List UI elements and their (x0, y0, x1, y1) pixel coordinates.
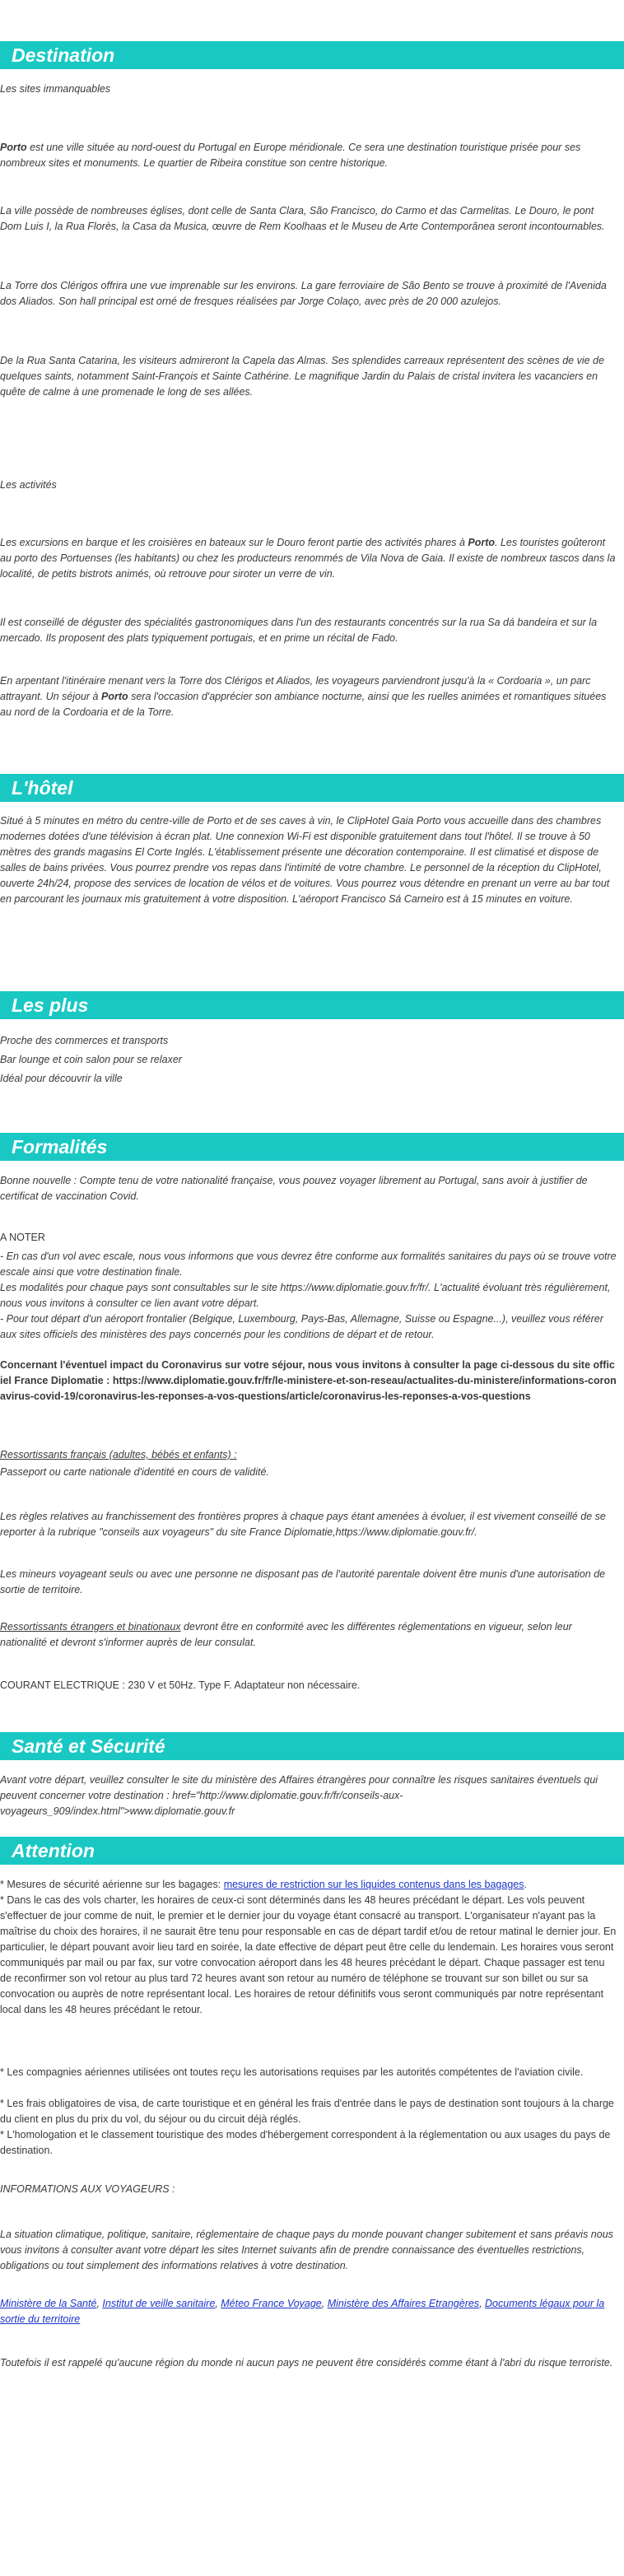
info-title: INFORMATIONS AUX VOYAGEURS : (0, 2183, 175, 2195)
link-veille-sanitaire[interactable]: Institut de veille sanitaire (102, 2298, 216, 2309)
city-name: Porto (100, 691, 128, 702)
french-nationals-title: Ressortissants français (adultes, bébés et enfants) : (0, 1449, 237, 1460)
attention-bullet-2: * Dans le cas des vols charter, les horaires de ceux-ci sont déterminés dans les 48 heures précédant le départ. Les vols peuvent s'effectuer de jour comme de nuit, le premier et le dernier jour du voyage étant consacré au transport. L'organisateur n'ayant pas la maîtrise du choix des horaires, il ne saurait être tenu pour responsable en cas de départ tardif et/ou de retour matinal le dernier jour. En particulier, le départ pouvant avoir lieu tard en soirée, la date effective de départ peut être celle du lendemain. Les horaires vous seront communiqués par mail ou par fax, sur votre convocation aéroport dans les 48 heures précédant le départ. Chaque passager est tenu de reconfirmer son vol retour au plus tard 72 heures avant son retour au numéro de téléphone se trouvant sur son billet ou sur sa convocation ou auprès de notre représentant local. Les horaires de retour définitifs vous seront communiqués par notre représentant local dans les 48 heures précédant le retour. (0, 1894, 617, 2015)
hotel-description: Situé à 5 minutes en métro du centre-ville de Porto et de ses caves à vin, le ClipHotel Gaia Porto vous accueille dans des chambres modernes dotées d'une télévision à écran plat. Une connexion Wi-Fi est disponible gratuitement dans tout l'hôtel. Il se trouve à 50 mètres des grands magasins El Corte Inglés. L'établissement présente une décoration contemporaine. Il est climatisé et dispose de salles de bains privées. Vous pourrez prendre vos repas dans l'intimité de votre chambre. Le personnel de la réception du ClipHotel, ouverte 24h/24, propose des services de location de vélos et de voitures. Vous pourrez vous détendre en prenant un verre au bar tout en parcourant les journaux mis gratuitement à votre disposition. L'aéroport Francisco Sá Carneiro est à 15 minutes en voiture. (0, 815, 610, 905)
city-name: Porto (0, 142, 27, 153)
attention-heading: Attention (12, 1840, 95, 1861)
plus-header (0, 991, 624, 1019)
destination-heading: Destination (12, 44, 115, 66)
destination-header (0, 41, 624, 69)
attention-bullet-3: * Les compagnies aériennes utilisées ont toutes reçu les autorisations requises par les autorités compétentes de l'aviation civile. (0, 2066, 584, 2078)
sante-heading: Santé et Sécurité (12, 1735, 165, 1757)
plus-item: Proche des commerces et transports (0, 1035, 169, 1046)
formalites-header (0, 1133, 624, 1161)
foreign-nationals-title: Ressortissants étrangers et binationaux (0, 1621, 181, 1633)
electric-info: COURANT ELECTRIQUE : 230 V et 50Hz. Type F. Adaptateur non nécessaire. (0, 1679, 361, 1691)
activities-paragraph-1 (0, 535, 617, 582)
activities-title: Les activités (0, 479, 57, 491)
destination-paragraph-2: La ville possède de nombreuses églises, dont celle de Santa Clara, São Francisco, do Carmo et das Carmelitas. Le Douro, le pont Dom Luis I, la Rua Florès, la Casa da Musica, œuvre de Rem Koolhaas et le Museu de Arte Contemporânea seront incontournables. (0, 205, 605, 232)
attention-text: * Mesures de sécurité aérienne sur les bagages: (0, 1879, 224, 1890)
plus-heading: Les plus (12, 995, 89, 1016)
note-item: - Pour tout départ d'un aéroport frontalier (Belgique, Luxembourg, Pays-Bas, Allemagne, Suisse ou Espagne...), veuillez vous référer aux sites officiels des ministères des pays concernés pour les conditions de départ et de retour. (0, 1313, 603, 1340)
destination-paragraph-4: De la Rua Santa Catarina, les visiteurs admireront la Capela das Almas. Ses splendides carreaux représentent des scènes de vie de quelques saints, notamment Saint-François et Sainte Cathérine. Le magnifique Jardin du Palais de cristal invitera les vacanciers en quête de calme à une promenade le long de ses allées. (0, 355, 604, 398)
foreign-nationals (0, 1619, 617, 1651)
link-affaires-etrangeres[interactable]: Ministère des Affaires Etrangères (327, 2298, 480, 2309)
note-title: A NOTER (0, 1232, 45, 1243)
note-item: - En cas d'un vol avec escale, nous vous informons que vous devrez être conforme aux formalités sanitaires du pays où se trouve votre escale ainsi que votre destination finale. (0, 1251, 617, 1278)
sante-text: Avant votre départ, veuillez consulter le site du ministère des Affaires étrangères pour connaître les risques sanitaires éventuels qui peuvent concerner votre destination : href="http://www.diplomatie.gouv.fr/fr/conseils-aux-voyageurs_909/index.html">www.diplomatie.gouv.fr (0, 1774, 598, 1817)
activities-paragraph-2: Il est conseillé de déguster des spécialités gastronomiques dans l'un des restaurants concentrés sur la rua Sa dá bandeira et sur la mercado. Ils proposent des plats typiquement portugais, et en prime un récital de Fado. (0, 617, 598, 644)
activities-text: sera l'occasion d'apprécier son ambiance nocturne, ainsi que les ruelles animées et romantiques situées au nord de la Cordoaria et de la Torre. (0, 691, 607, 718)
destination-paragraph-1 (0, 140, 617, 171)
attention-header (0, 1837, 624, 1865)
link-ministere-sante[interactable]: Ministère de la Santé (0, 2298, 97, 2309)
attention-bullet-4: * Les frais obligatoires de visa, de carte touristique et en général les frais d'entrée dans le pays de destination sont toujours à la charge du client en plus du prix du vol, du séjour ou du circuit déjà réglés. (0, 2098, 614, 2125)
attention-bullet-5: * L'homologation et le classement touristique des modes d'hébergement correspondent à la réglementation ou aux usages du pays de destination. (0, 2129, 611, 2156)
plus-item: Bar lounge et coin salon pour se relaxer (0, 1054, 182, 1065)
plus-item: Idéal pour découvrir la ville (0, 1073, 123, 1084)
activities-paragraph-3 (0, 673, 617, 720)
activities-text: En arpentant l'itinéraire menant vers la Torre dos Clérigos et Aliados, les voyageurs parviendront jusqu'à la « Cordoaria », un parc attrayant. Un séjour à (0, 675, 591, 702)
info-links: Ministère de la Santé, Institut de veille sanitaire, Méteo France Voyage, Ministère des Affaires Etrangères, Documents légaux pour la sortie du territoire (0, 2298, 605, 2325)
city-name: Porto (468, 537, 496, 548)
destination-text: est une ville située au nord-ouest du Portugal en Europe méridionale. Ce sera une destination touristique prisée pour ses nombreux sites et monuments. Le quartier de Ribeira constitue son centre historique. (0, 142, 581, 169)
hotel-heading: L'hôtel (12, 777, 73, 799)
destination-subtitle: Les sites immanquables (0, 83, 111, 95)
note-item: Les modalités pour chaque pays sont consultables sur le site https://www.diplomatie.gouv.fr/fr/. L'actualité évoluant très régulièrement, nous vous invitons à consulter ce lien avant votre départ. (0, 1282, 611, 1309)
link-meteo-france[interactable]: Méteo France Voyage (221, 2298, 322, 2309)
attention-text: . (524, 1879, 527, 1890)
hotel-header (0, 774, 624, 802)
formalites-intro: Bonne nouvelle : Compte tenu de votre nationalité française, vous pouvez voyager librement au Portugal, sans avoir à justifier de certificat de vaccination Covid. (0, 1175, 588, 1202)
destination-paragraph-3: La Torre dos Clérigos offrira une vue imprenable sur les environs. La gare ferroviaire de São Bento se trouve à proximité de l'Avenida dos Aliados. Son hall principal est orné de fresques réalisées par Jorge Colaço, avec près de 20 000 azulejos. (0, 280, 607, 307)
formalites-heading: Formalités (12, 1136, 108, 1158)
info-text: La situation climatique, politique, sanitaire, réglementaire de chaque pays du monde pouvant changer subitement et sans préavis nous vous invitons à consulter avant votre départ les sites Internet suivants afin de prendre connaissance des éventuelles restrictions, obligations ou tout simplement des informations relatives à votre destination. (0, 2229, 613, 2271)
minors-info: Les mineurs voyageant seuls ou avec une personne ne disposant pas de l'autorité parentale doivent être munis d'une autorisation de sortie de territoire. (0, 1568, 606, 1595)
activities-text: Les excursions en barque et les croisières en bateaux sur le Douro feront partie des activités phares à (0, 537, 468, 548)
foreign-nationals-text: devront être en conformité avec les différentes réglementations en vigueur, selon leur nationalité et devront s'informer auprès de leur consulat. (0, 1621, 572, 1648)
terrorism-notice: Toutefois il est rappelé qu'aucune région du monde ni aucun pays ne peuvent être considérés comme étant à l'abri du risque terroriste. (0, 2357, 613, 2369)
french-nationals-text: Passeport ou carte nationale d'identité en cours de validité. (0, 1466, 269, 1478)
activities-text: . Les touristes goûteront au porto des Portuenses (les habitants) ou chez les producteurs renommés de Vila Nova de Gaia. Il existe de nombreux tascos dans la localité, de petits bistrots animés, où retrouve pour siroter un verre de vin. (0, 537, 616, 580)
liquids-restriction-link[interactable]: mesures de restriction sur les liquides contenus dans les bagages (223, 1879, 524, 1890)
border-rules: Les règles relatives au franchissement des frontières propres à chaque pays étant amenées à évoluer, il est vivement conseillé de se reporter à la rubrique "conseils aux voyageurs" du site France Diplomatie,https://www.diplomatie.gouv.fr/. (0, 1511, 606, 1538)
attention-bullet-1 (0, 1877, 617, 1893)
link-documents-legaux[interactable]: Documents légaux pour la sortie du territoire (0, 2298, 605, 2325)
sante-header (0, 1732, 624, 1760)
covid-notice: Concernant l'éventuel impact du Coronavirus sur votre séjour, nous vous invitons à consulter la page ci-dessous du site officiel France Diplomatie : https://www.diplomatie.gouv.fr/fr/le-ministere-et-son-reseau/actualites-du-ministere/informations-coronavirus-covid-19/coronavirus-les-reponses-a-vos-questions/article/coronavirus-les-reponses-a-vos-questions (0, 1359, 617, 1402)
